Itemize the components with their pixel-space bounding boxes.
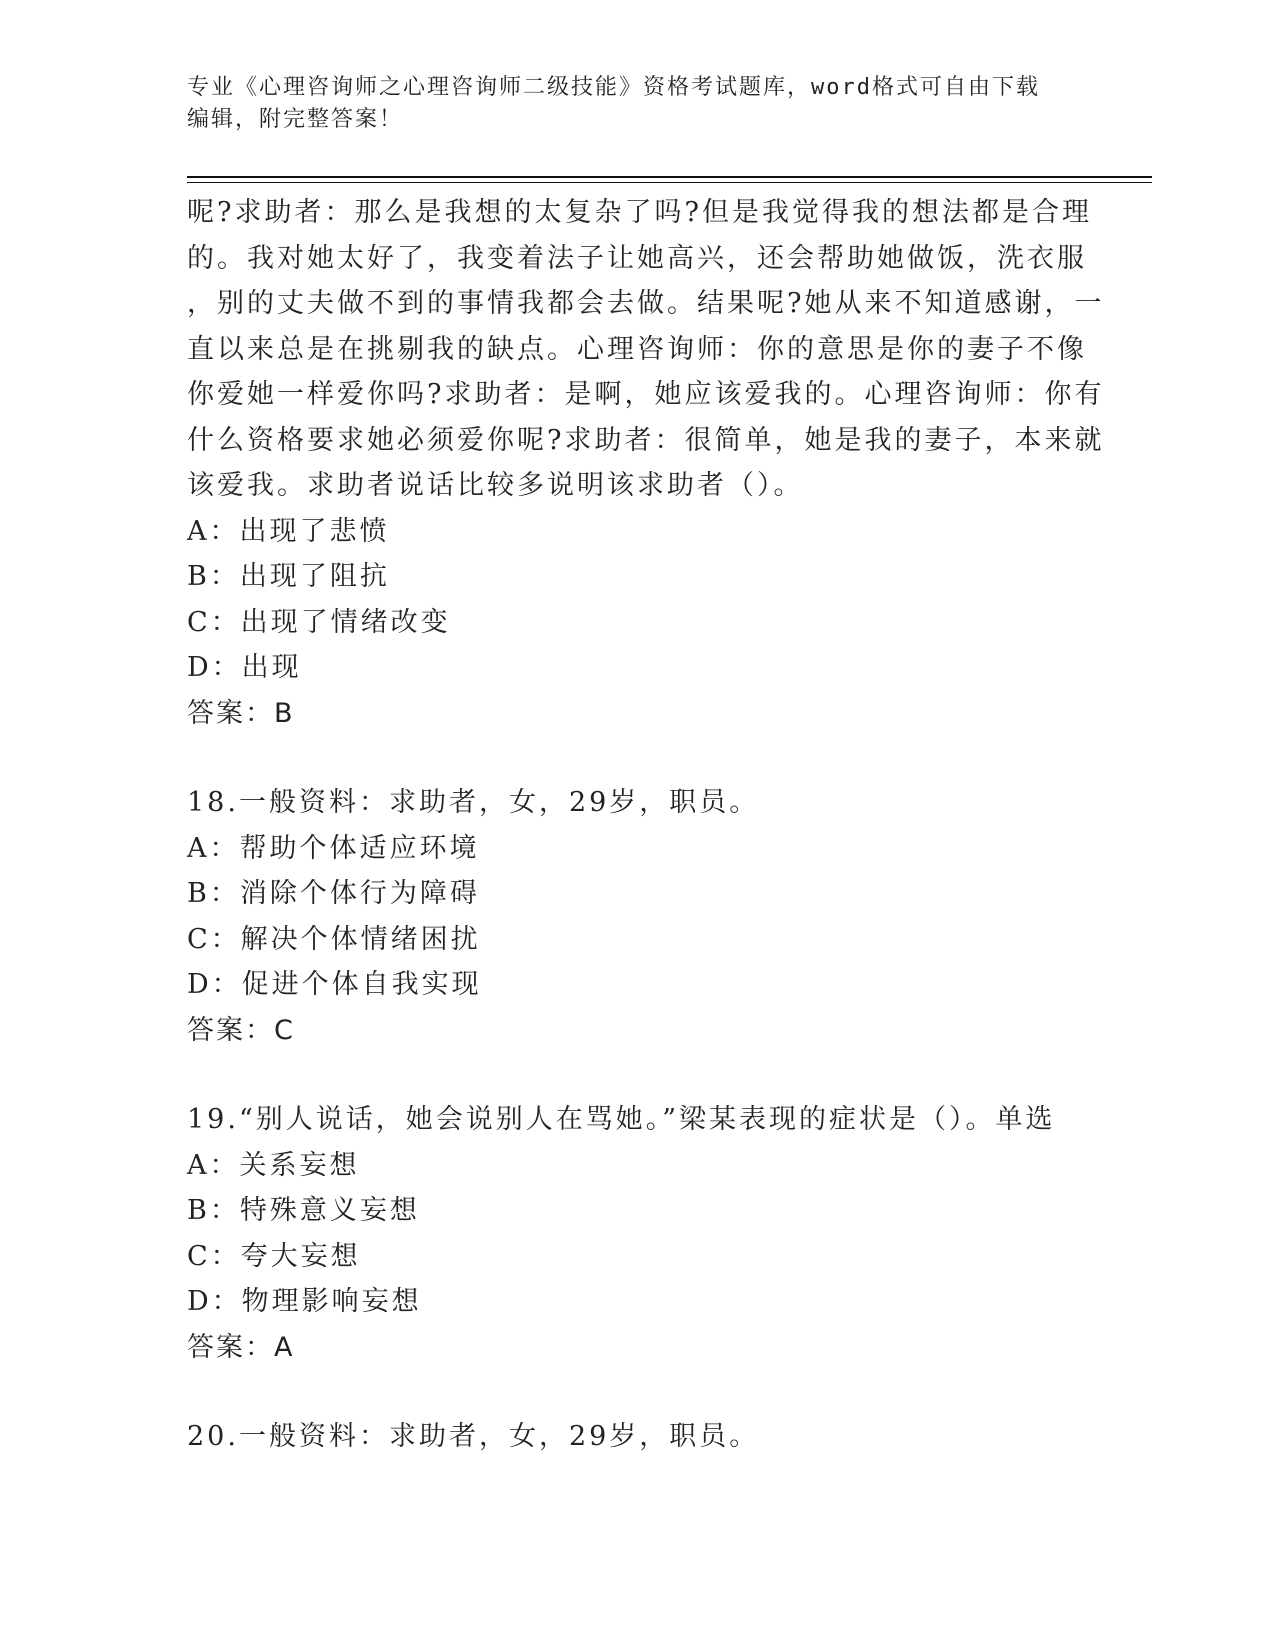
option-b: B：消除个体行为障碍 (187, 878, 480, 909)
answer-18: 答案：C (187, 1014, 295, 1046)
question-17-stem (187, 190, 1105, 509)
answer-19: 答案：A (187, 1331, 295, 1363)
spacer (187, 736, 1087, 780)
option-d: D：出现 (187, 652, 302, 683)
stem-line: 的。我对她太好了，我变着法子让她高兴，还会帮助她做饭，洗衣服 (187, 242, 1087, 274)
answer-17: 答案：B (187, 697, 295, 729)
option-a: A：出现了悲愤 (187, 515, 390, 547)
stem-line: 直以来总是在挑剔我的缺点。心理咨询师：你的意思是你的妻子不像 (187, 333, 1087, 365)
option-a: A：关系妄想 (187, 1149, 360, 1181)
stem-line: 你爱她一样爱你吗?求助者：是啊，她应该爱我的。心理咨询师：你有 (187, 379, 1105, 410)
option-c: C：解决个体情绪困扰 (187, 923, 481, 955)
document-body (187, 190, 1105, 1460)
header-divider-thin (187, 182, 1152, 183)
header-divider-thick (187, 176, 1152, 178)
question-20-title: 20.一般资料：求助者，女，29岁，职员。 (187, 1421, 760, 1452)
spacer (187, 1053, 1087, 1097)
option-b: B：特殊意义妄想 (187, 1195, 420, 1226)
stem-line: ，别的丈夫做不到的事情我都会去做。结果呢?她从来不知道感谢，一 (187, 288, 1105, 319)
stem-line: 呢?求助者：那么是我想的太复杂了吗?但是我觉得我的想法都是合理 (187, 197, 1092, 228)
stem-line: 该爱我。求助者说话比较多说明该求助者（）。 (187, 470, 804, 501)
stem-line: 什么资格要求她必须爱你呢?求助者：很简单，她是我的妻子，本来就 (187, 424, 1105, 456)
question-19-title: 19.“别人说话，她会说别人在骂她。”梁某表现的症状是（）。单选 (187, 1104, 1056, 1135)
option-d: D：物理影响妄想 (187, 1286, 422, 1317)
option-d: D：促进个体自我实现 (187, 969, 482, 1000)
option-b: B：出现了阻抗 (187, 561, 390, 592)
spacer (187, 1370, 1087, 1414)
question-18-title: 18.一般资料：求助者，女，29岁，职员。 (187, 787, 760, 818)
option-c: C：出现了情绪改变 (187, 606, 451, 638)
header-line-1: 专业《心理咨询师之心理咨询师二级技能》资格考试题库，word格式可自由下载 (187, 75, 1040, 100)
option-c: C：夸大妄想 (187, 1240, 361, 1272)
header-line-2: 编辑，附完整答案！ (187, 107, 404, 132)
option-a: A：帮助个体适应环境 (187, 832, 480, 864)
document-header (187, 72, 1067, 136)
